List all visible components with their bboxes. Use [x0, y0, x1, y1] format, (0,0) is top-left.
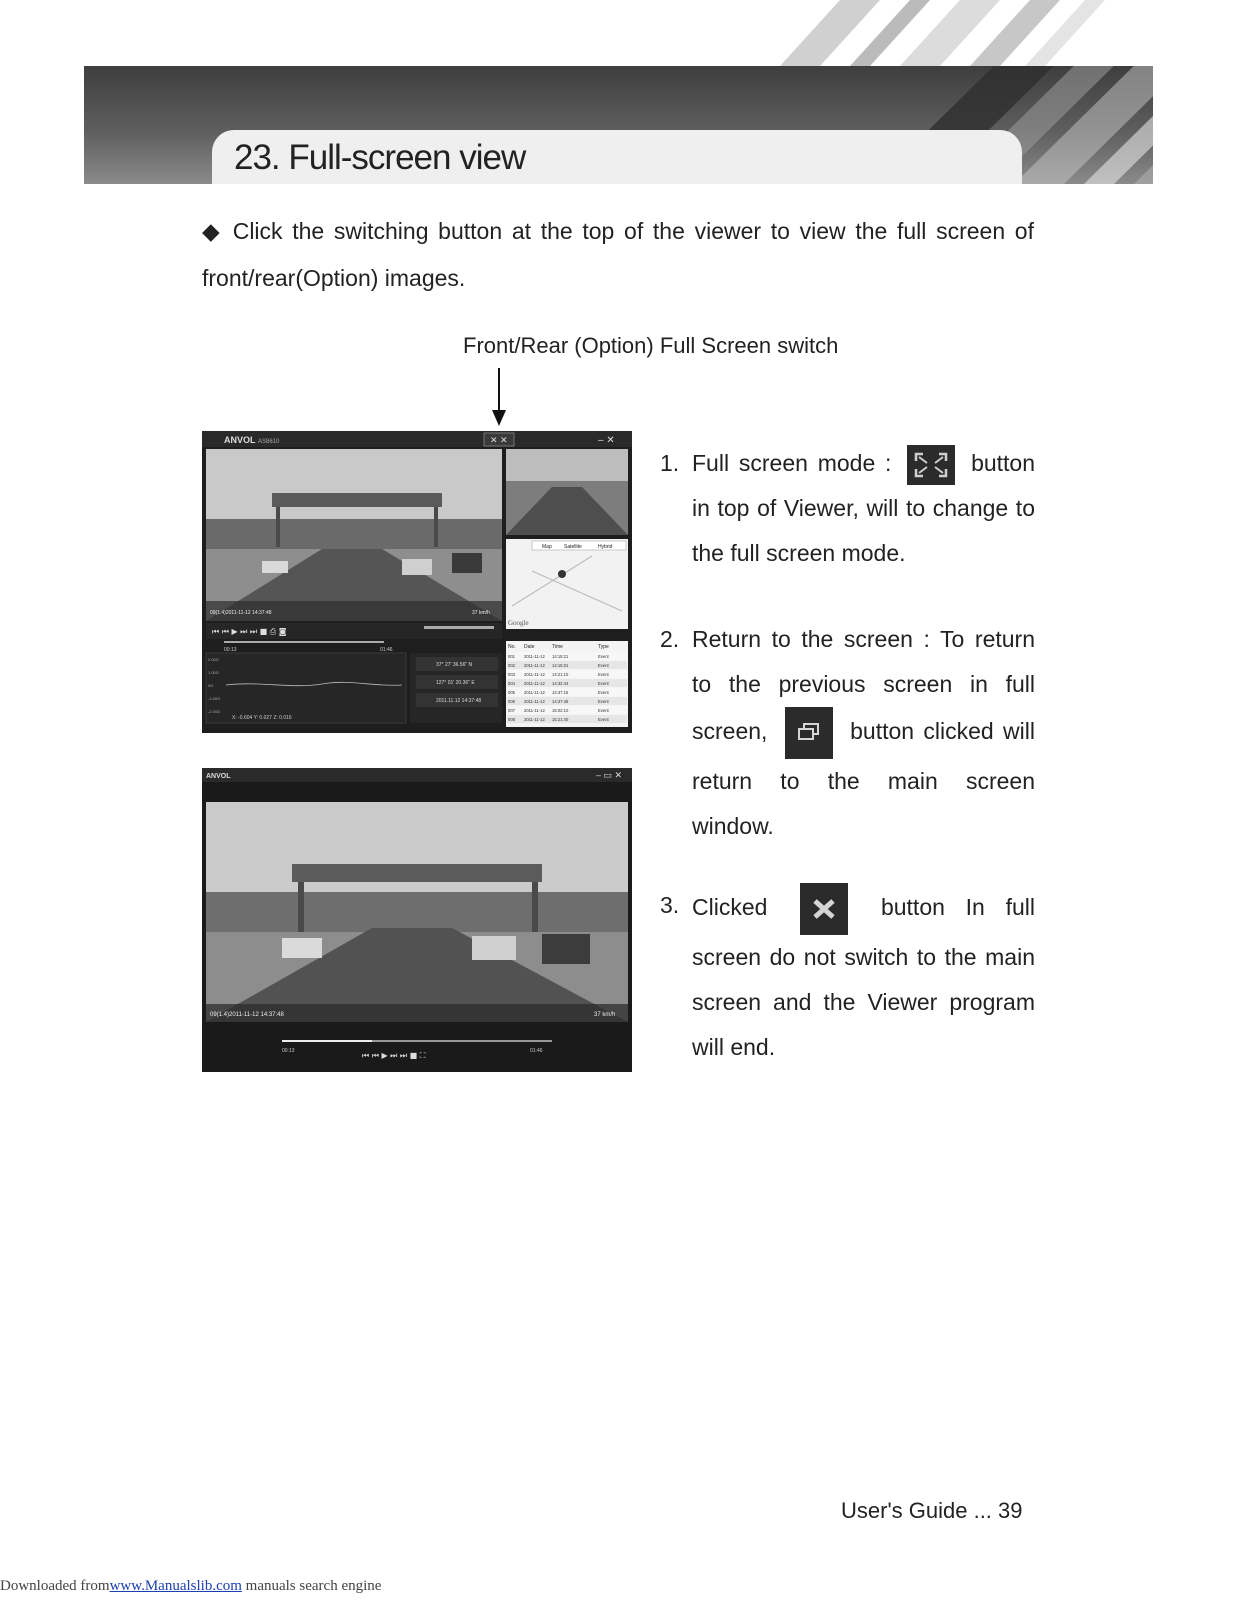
- full-playback-controls[interactable]: ⏮ ⏮ ▶ ⏭ ⏭ ■ ⛶: [362, 1051, 426, 1060]
- step-2-text-b: button clicked will return to the main screen window.: [692, 718, 1035, 839]
- restore-window-icon: [785, 707, 833, 759]
- event-table-cell: 2011-11-12: [524, 672, 545, 677]
- event-table-cell: 005: [508, 690, 515, 695]
- step-1: [660, 441, 1035, 576]
- scale-label: -2.00G: [208, 709, 221, 714]
- event-table-cell: 2011-11-12: [524, 717, 545, 722]
- window-controls[interactable]: – ✕: [598, 435, 615, 446]
- sensor-readout: X: -0.604 Y: 0.027 Z: 0.016: [232, 715, 292, 721]
- event-table-cell: Event: [598, 672, 609, 677]
- event-table-cell: 14:15:21: [552, 654, 569, 659]
- event-table-cell: 2011-11-12: [524, 681, 545, 686]
- event-table-cell: 2011-11-12: [524, 663, 545, 668]
- event-table-cell: 14:37:48: [552, 699, 569, 704]
- event-table-cell: 14:15:31: [552, 663, 569, 668]
- callout-arrow: [492, 368, 506, 426]
- map-tab-hybrid[interactable]: Hybrid: [598, 544, 613, 550]
- viewer-full-logo: ANVOL: [206, 773, 231, 780]
- g-sensor-graph: [206, 653, 406, 723]
- viewer-main-screenshot: [202, 431, 632, 733]
- event-table-cell: 001: [508, 654, 515, 659]
- step-2-text-a: Return to the screen : To return to the previous screen in full screen,: [692, 626, 1035, 745]
- event-table-cell: Event: [598, 690, 609, 695]
- step-3-number: 3.: [660, 892, 680, 918]
- event-table-cell: 15:21:40: [552, 717, 569, 722]
- event-table-cell: Event: [598, 654, 609, 659]
- event-table-cell: Event: [598, 663, 609, 668]
- time-left: 00:13: [224, 647, 237, 653]
- intro-text: Click the switching button at the top of the viewer to view the full screen of front/rear(Option) images.: [202, 218, 1034, 291]
- event-table-header: Date: [524, 644, 535, 650]
- gps-lat: 37° 27' 36.56" N: [436, 662, 473, 668]
- fullscreen-icon: [907, 445, 955, 485]
- event-table-cell: 2011-11-12: [524, 690, 545, 695]
- scale-label: 2.00G: [208, 657, 219, 662]
- event-table-cell: 15:02:10: [552, 708, 569, 713]
- step-1-text-a: Full screen mode :: [692, 450, 892, 476]
- step-3-text-a: Clicked: [692, 894, 768, 921]
- front-speed: 37 km/h: [472, 610, 490, 616]
- event-table-cell: 003: [508, 672, 515, 677]
- event-table-header: Type: [598, 644, 609, 650]
- map-pin-icon: [558, 570, 566, 578]
- map-tab-map[interactable]: Map: [542, 544, 552, 550]
- step-1-number: 1.: [660, 450, 680, 476]
- full-time-right: 01:46: [530, 1048, 543, 1054]
- event-table-cell: 007: [508, 708, 515, 713]
- page-footer: User's Guide ... 39: [841, 1498, 1023, 1523]
- viewer-fullscreen-screenshot: [202, 768, 632, 1072]
- intro-paragraph: [202, 208, 1034, 302]
- event-table-cell: Event: [598, 699, 609, 704]
- manualslib-link[interactable]: www.Manualslib.com: [109, 1578, 242, 1594]
- event-table-cell: 14:21:10: [552, 672, 569, 677]
- time-right: 01:46: [380, 647, 393, 653]
- full-speed: 37 km/h: [594, 1012, 616, 1018]
- map-panel: [506, 539, 628, 629]
- event-table-cell: Event: [598, 717, 609, 722]
- full-timestamp: 09(1.4)2011-11-12 14:37:48: [210, 1012, 284, 1018]
- event-table-cell: 004: [508, 681, 515, 686]
- download-note: [0, 1578, 381, 1595]
- viewer-full-canvas: [202, 768, 632, 1072]
- download-prefix: Downloaded from: [0, 1578, 110, 1594]
- scale-label: 0G: [208, 683, 214, 688]
- viewer-logo: ANVOL: [224, 435, 256, 445]
- scale-label: -1.00G: [208, 696, 221, 701]
- event-table-cell: 14:32:44: [552, 681, 569, 686]
- map-brand: Google: [508, 619, 529, 627]
- download-suffix: manuals search engine: [245, 1578, 382, 1594]
- event-table-cell: 2011-11-12: [524, 708, 545, 713]
- event-table-header: Time: [552, 644, 563, 650]
- close-icon: [800, 883, 848, 935]
- scale-label: 1.00G: [208, 670, 219, 675]
- window-controls[interactable]: – ▭ ✕: [596, 770, 623, 780]
- step-2: [660, 617, 1035, 849]
- step-1-text-b: button in top of Viewer, will to change to the full screen mode.: [692, 450, 1036, 566]
- event-table-cell: 006: [508, 699, 515, 704]
- step-3-text-b: button In full screen do not switch to the main screen and the Viewer program will end.: [692, 894, 1036, 1060]
- event-table-cell: Event: [598, 681, 609, 686]
- event-table-cell: 2011-11-12: [524, 654, 545, 659]
- event-table-cell: Event: [598, 708, 609, 713]
- event-table-cell: 008: [508, 717, 515, 722]
- step-2-number: 2.: [660, 626, 680, 652]
- banner-stripes-top: [760, 0, 1160, 66]
- event-table-cell: 14:37:16: [552, 690, 569, 695]
- bullet-diamond: ◆: [202, 218, 223, 244]
- page-title: 23. Full-screen view: [234, 138, 526, 177]
- full-time-left: 00:13: [282, 1048, 295, 1054]
- front-timestamp: 09(1.4)2011-11-12 14:37:48: [210, 610, 272, 616]
- playback-controls[interactable]: ⏮ ⏮ ▶ ⏭ ⏭ ■ ⎙ ◙: [212, 627, 287, 636]
- event-table-header: No.: [508, 644, 516, 650]
- gps-date: 2011.11.12 14:37:48: [436, 698, 482, 704]
- viewer-main-canvas: [202, 431, 632, 733]
- gps-lon: 127° 01' 20.36" E: [436, 680, 475, 686]
- step-3: [660, 883, 1035, 1070]
- event-table-cell: 2011-11-12: [524, 699, 545, 704]
- callout-label: Front/Rear (Option) Full Screen switch: [463, 333, 839, 358]
- map-tab-satellite[interactable]: Satellite: [564, 544, 582, 550]
- event-table-cell: 002: [508, 663, 515, 668]
- viewer-model: AS8610: [258, 439, 280, 445]
- svg-text:✕ ✕: ✕ ✕: [490, 435, 508, 445]
